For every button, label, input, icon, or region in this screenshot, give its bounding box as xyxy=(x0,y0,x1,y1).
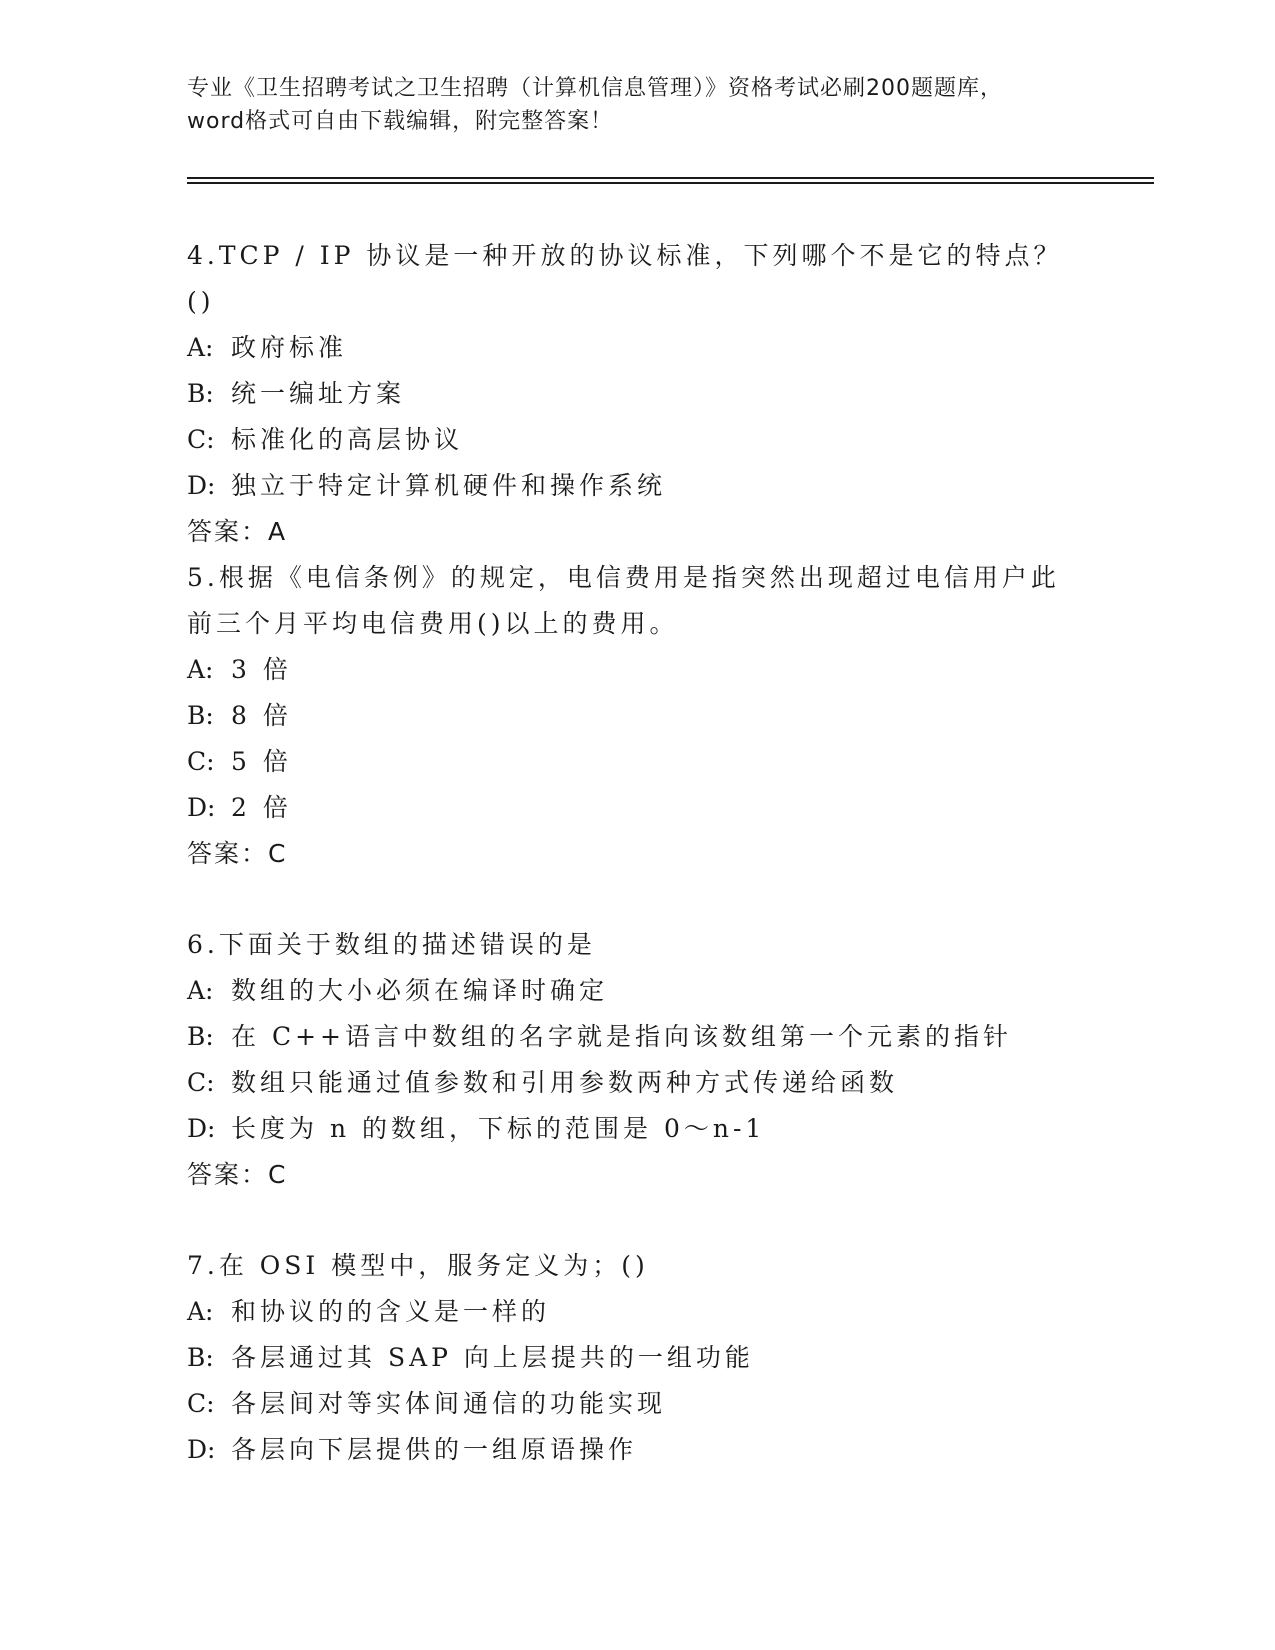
question-6 xyxy=(187,922,1087,1198)
option-c: C: 各层间对等实体间通信的功能实现 xyxy=(187,1389,667,1418)
option-d: D: 长度为 n 的数组，下标的范围是 0～n-1 xyxy=(187,1114,766,1143)
option-c: C: 5 倍 xyxy=(187,747,292,776)
header-line-1: 专业《卫生招聘考试之卫生招聘（计算机信息管理）》资格考试必刷200题题库， xyxy=(187,76,1003,101)
option-a: A: 3 倍 xyxy=(187,655,292,684)
question-text-line-1: 5.根据《电信条例》的规定，电信费用是指突然出现超过电信用户此 xyxy=(187,563,1060,592)
question-7 xyxy=(187,1243,1087,1473)
question-5 xyxy=(187,555,1087,877)
header-line-2: word格式可自由下载编辑，附完整答案！ xyxy=(187,109,614,134)
option-a: A: 数组的大小必须在编译时确定 xyxy=(187,976,609,1005)
question-text: 4.TCP / IP 协议是一种开放的协议标准，下列哪个不是它的特点？() xyxy=(187,241,1063,316)
option-a: A: 和协议的的含义是一样的 xyxy=(187,1297,551,1326)
question-text: 7.在 OSI 模型中，服务定义为；() xyxy=(187,1251,649,1280)
option-a: A: 政府标准 xyxy=(187,333,348,362)
option-b: B: 各层通过其 SAP 向上层提共的一组功能 xyxy=(187,1343,754,1372)
option-b: B: 在 C++语言中数组的名字就是指向该数组第一个元素的指针 xyxy=(187,1022,1012,1051)
option-c: C: 标准化的高层协议 xyxy=(187,425,464,454)
option-b: B: 8 倍 xyxy=(187,701,292,730)
option-c: C: 数组只能通过值参数和引用参数两种方式传递给函数 xyxy=(187,1068,899,1097)
option-d: D: 各层向下层提供的一组原语操作 xyxy=(187,1435,638,1464)
question-4 xyxy=(187,233,1087,555)
answer-line: 答案：C xyxy=(187,1160,288,1189)
option-d: D: 2 倍 xyxy=(187,793,292,822)
header-divider-top xyxy=(187,177,1154,179)
header-divider-bottom xyxy=(187,182,1154,184)
question-text-line-2: 前三个月平均电信费用()以上的费用。 xyxy=(187,609,679,638)
question-text: 6.下面关于数组的描述错误的是 xyxy=(187,930,596,959)
option-b: B: 统一编址方案 xyxy=(187,379,406,408)
document-header xyxy=(187,72,1087,138)
answer-line: 答案：A xyxy=(187,517,288,546)
option-d: D: 独立于特定计算机硬件和操作系统 xyxy=(187,471,667,500)
answer-line: 答案：C xyxy=(187,839,288,868)
